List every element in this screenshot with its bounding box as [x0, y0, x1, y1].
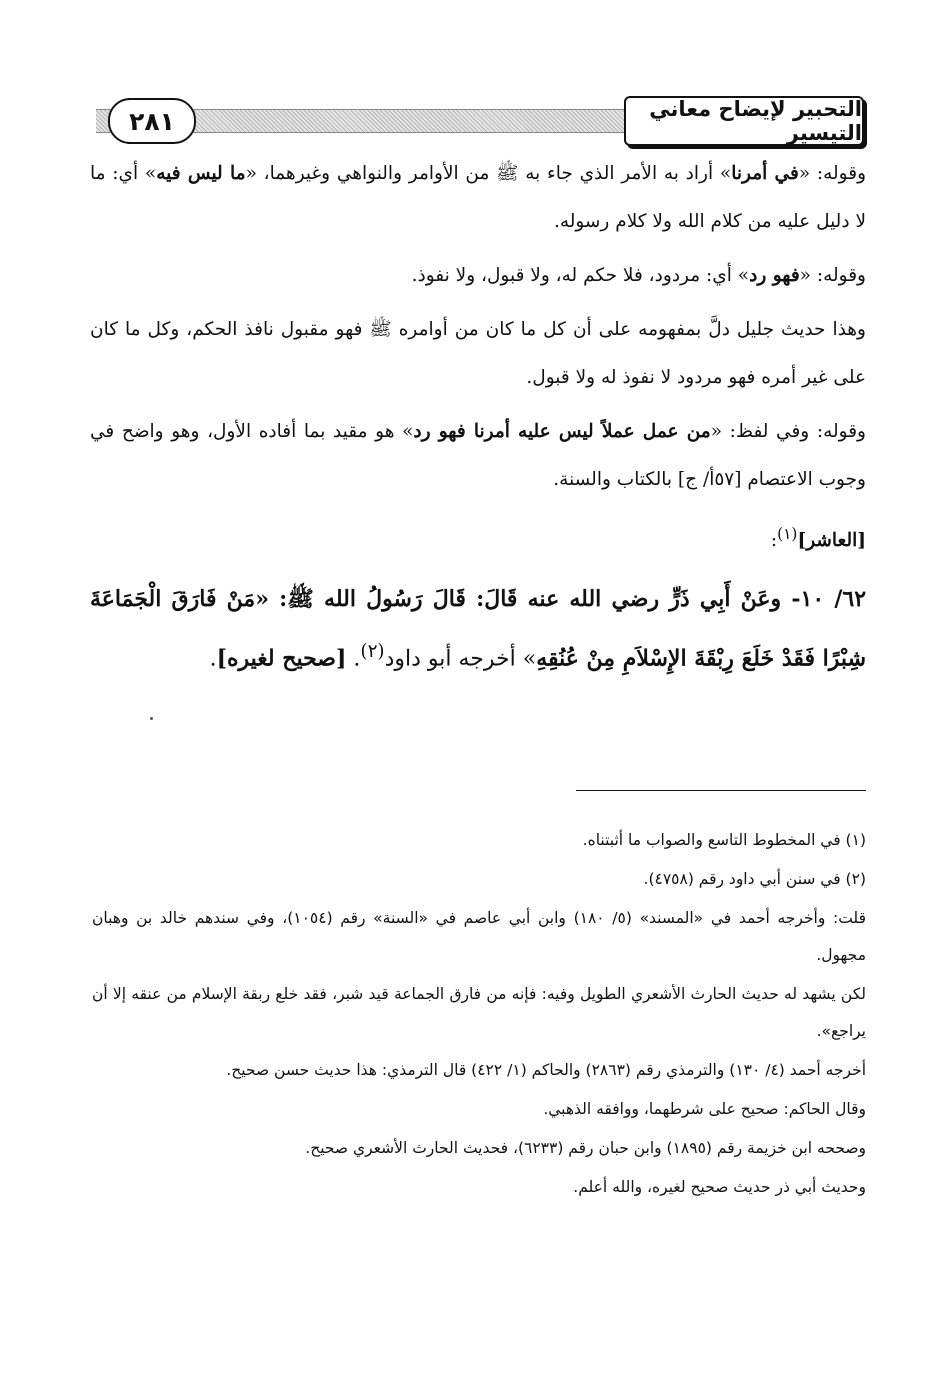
text: » هو مقيد بما أفاده الأول، وهو واضح في وجوب الاعتصام [٥٧أ/ ج] بالكتاب والسنة.: [90, 421, 866, 490]
footnote: أخرجه أحمد (٤/ ١٣٠) والترمذي رقم (٢٨٦٣) والحاكم (١/ ٤٢٢) قال الترمذي: هذا حديث حسن صحيح.: [226, 1061, 866, 1079]
book-title: التحبير لإيضاح معاني التيسير: [624, 96, 864, 146]
paragraph-3: وهذا حديث جليل دلَّ بمفهومه على أن كل ما كان من أوامره ﷺ فهو مقبول نافذ الحكم، وكل ما كان على غير أمره فهو مردود لا نفوذ له ولا قبول.: [90, 319, 866, 388]
page-number: ٢٨١: [108, 98, 196, 144]
footnote-separator: [576, 790, 866, 791]
footnote: وصححه ابن خزيمة رقم (١٨٩٥) وابن حبان رقم (٦٢٣٣)، فحديث الحارث الأشعري صحيح.: [305, 1139, 866, 1157]
main-text: [90, 150, 866, 691]
quoted-phrase: ما ليس فيه: [156, 163, 246, 184]
paragraph-2: [90, 252, 866, 300]
footnote: (٢) في سنن أبي داود رقم (٤٧٥٨).: [643, 870, 866, 888]
footnote-ref[interactable]: (٢): [360, 641, 385, 663]
section-heading: [90, 510, 866, 565]
text: وقوله: وفي لفظ: «: [710, 421, 866, 442]
footnote: وحديث أبي ذر حديث صحيح لغيره، والله أعلم.: [573, 1178, 866, 1196]
text: .: [346, 646, 361, 672]
speck: [150, 717, 153, 720]
footnote: (١) في المخطوط التاسع والصواب ما أثبتناه.: [582, 831, 866, 849]
text: » أي: مردود، فلا حكم له، ولا قبول، ولا نفوذ.: [411, 265, 750, 286]
footnotes: [92, 822, 866, 1208]
hadith-chain: ٦٢/ ١٠- وعَنْ أَبِي ذَرٍّ رضي الله عنه قَالَ: قَالَ رَسُولُ الله ﷺ: «: [255, 586, 867, 613]
footnote: لكن يشهد له حديث الحارث الأشعري الطويل وفيه: فإنه من فارق الجماعة قيد شبر، فقد خلع ربقة الإسلام من عنقه إلا أن يراجع».: [92, 985, 866, 1040]
paragraph-4: [90, 408, 866, 504]
text: :: [770, 530, 778, 552]
text: وقوله: «: [799, 265, 866, 286]
hadith-text: [90, 573, 866, 685]
quoted-phrase: في أمرنا: [731, 163, 799, 184]
quoted-phrase: فهو رد: [749, 265, 800, 286]
quoted-phrase: من عمل عملاً ليس عليه أمرنا فهو رد: [413, 421, 711, 442]
hadith-grade: [صحيح لغيره]: [216, 645, 347, 672]
text: » أراد به الأمر الذي جاء به ﷺ من الأوامر والنواهي وغيرهما، «: [245, 163, 732, 184]
text: » أي: ما لا دليل عليه من كلام الله ولا كلام رسوله.: [90, 163, 866, 232]
text: وقوله: «: [798, 163, 867, 184]
section-title: [العاشر]: [797, 530, 866, 552]
hadith-matn: مَنْ فَارَقَ الْجَمَاعَةَ شِبْرًا فَقَدْ خَلَعَ رِبْقَةَ الإِسْلاَمِ مِنْ عُنُقِهِ: [90, 586, 866, 672]
footnote-ref[interactable]: (١): [777, 525, 798, 543]
text: .: [209, 646, 217, 672]
text: » أخرجه أبو داود: [384, 646, 537, 672]
paragraph-1: [90, 150, 866, 246]
footnote: وقال الحاكم: صحيح على شرطهما، ووافقه الذهبي.: [543, 1100, 866, 1118]
page-header: [96, 96, 864, 146]
footnote: قلت: وأخرجه أحمد في «المسند» (٥/ ١٨٠) وابن أبي عاصم في «السنة» رقم (١٠٥٤)، وفي سندهم خالد بن وهبان مجهول.: [92, 909, 866, 964]
